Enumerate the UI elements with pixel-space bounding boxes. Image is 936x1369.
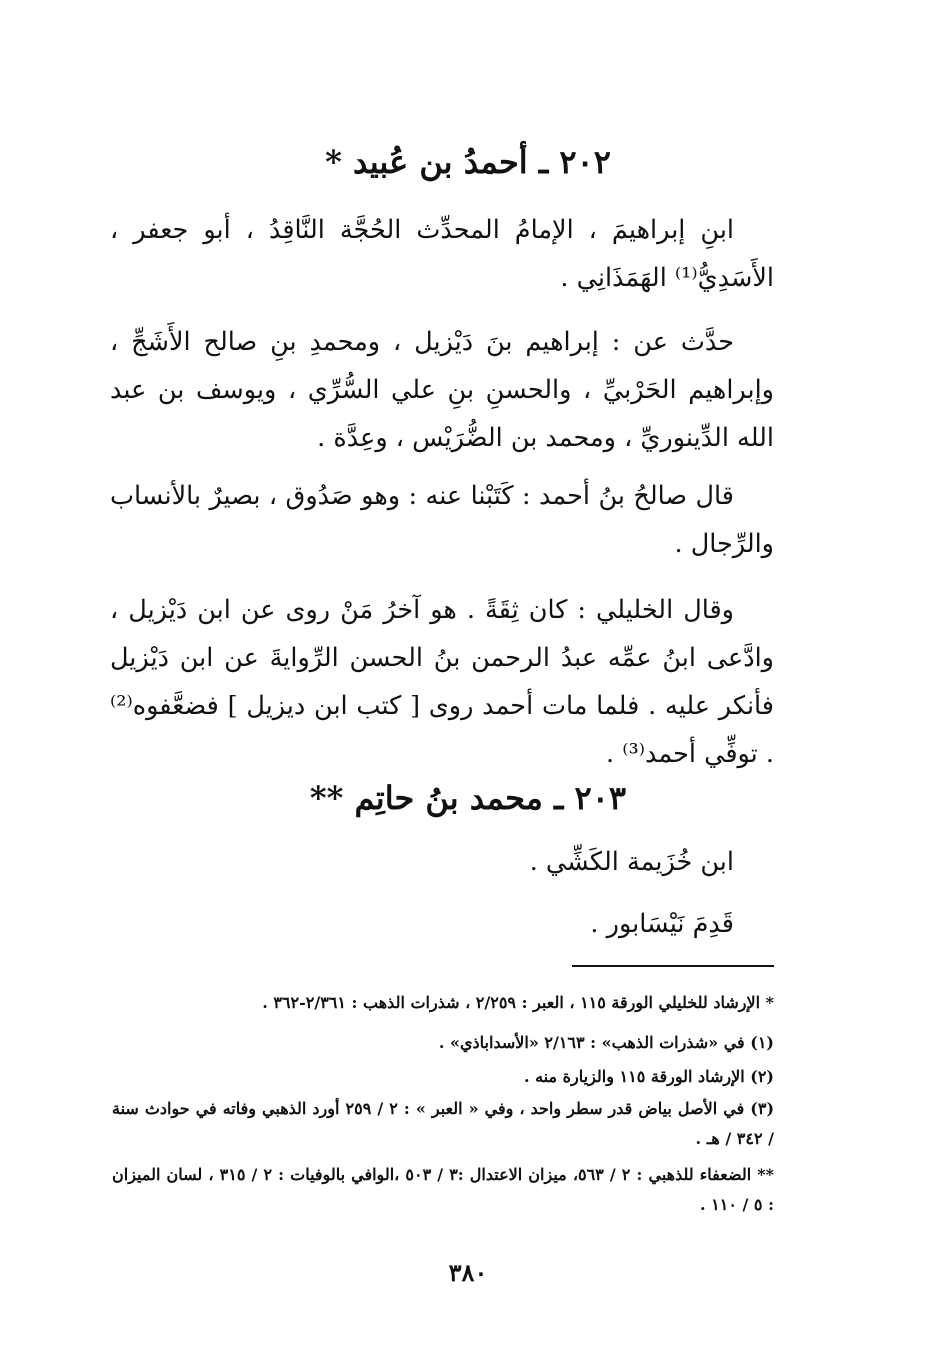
entry-202-paragraph-3 (110, 472, 774, 568)
entry-203-lineage-text: ابن خُزَيمة الكَشِّي . (529, 847, 734, 877)
footnote-3: (٣) في الأصل بياض قدر سطر واحد ، وفي « العبر » : ٢ / ٢٥٩ أورد الذهبي وفاته في حوادث سنة / ٣٤٢ / هـ . (112, 1099, 775, 1148)
entry-203-paragraph-2 (110, 900, 774, 948)
footnote-1: (١) في «شذرات الذهب» : ٢/١٦٣ «الأسداباذي» . (438, 1033, 774, 1052)
entry-202-teachers-text: حدَّث عن : إبراهيم بنَ دَيْزيل ، ومحمدِ بنِ صالح الأَشَجِّ ، وإبراهيم الحَرْبيِّ ، والحسنِ بنِ علي السُّرِّي ، ويوسف بن عبد الله الدِّينوريِّ ، ومحمد بن الضُّرَيْس ، وعِدَّة . (110, 327, 774, 453)
footnote-divider (572, 965, 774, 967)
entry-202-lineage-text: ابنِ إبراهيمَ ، الإمامُ المحدِّث الحُجَّة النَّاقِدُ ، أبو جعفر ، الأَسَدِيُّ⁽¹⁾ الهَمَذَانِي . (110, 215, 774, 293)
entry-202-paragraph-1 (110, 206, 774, 302)
footnote-star: * الإرشاد للخليلي الورقة ١١٥ ، العبر : ٢/٢٥٩ ، شذرات الذهب : ٢/٣٦١-٣٦٢ . (262, 993, 774, 1012)
entry-203-travel-text: قَدِمَ نَيْسَابور . (590, 909, 734, 939)
entry-202-heading: ٢٠٢ ـ أحمدُ بن عُبيد * (325, 143, 611, 181)
entry-203-heading: ٢٠٣ ـ محمد بنُ حاتِم ** (309, 779, 627, 817)
footnote-2: (٢) الإرشاد الورقة ١١٥ والزيارة منه . (523, 1067, 774, 1086)
entry-202-salih-quote: قال صالحُ بنُ أحمد : كَتَبْنا عنه : وهو صَدُوق ، بصيرٌ بالأنساب والرِّجال . (110, 481, 774, 559)
footnote-double-star: ** الضعفاء للذهبي : ٢ / ٥٦٣، ميزان الاعتدال :٣ / ٥٠٣ ،الوافي بالوفيات : ٢ / ٣١٥ ، لسان الميزان : ٥ / ١١٠ . (112, 1165, 774, 1214)
entry-202-khalili-quote: وقال الخليلي : كان ثِقَةً . هو آخرُ مَنْ روى عن ابن دَيْزيل ، وادَّعى ابنُ عمِّه عبدُ الرحمن بنُ الحسن الرِّوايةَ عن ابن دَيْزيل فأنكر عليه . فلما مات أحمد روى [ كتب ابن ديزيل ] فضعَّفوه⁽²⁾ . توفِّي أحمد⁽³⁾ . (110, 595, 774, 769)
entry-202-paragraph-4 (110, 586, 774, 778)
entry-202-paragraph-2 (110, 318, 774, 462)
page-number: ٣٨٠ (448, 1258, 488, 1287)
entry-203-paragraph-1 (110, 838, 774, 886)
